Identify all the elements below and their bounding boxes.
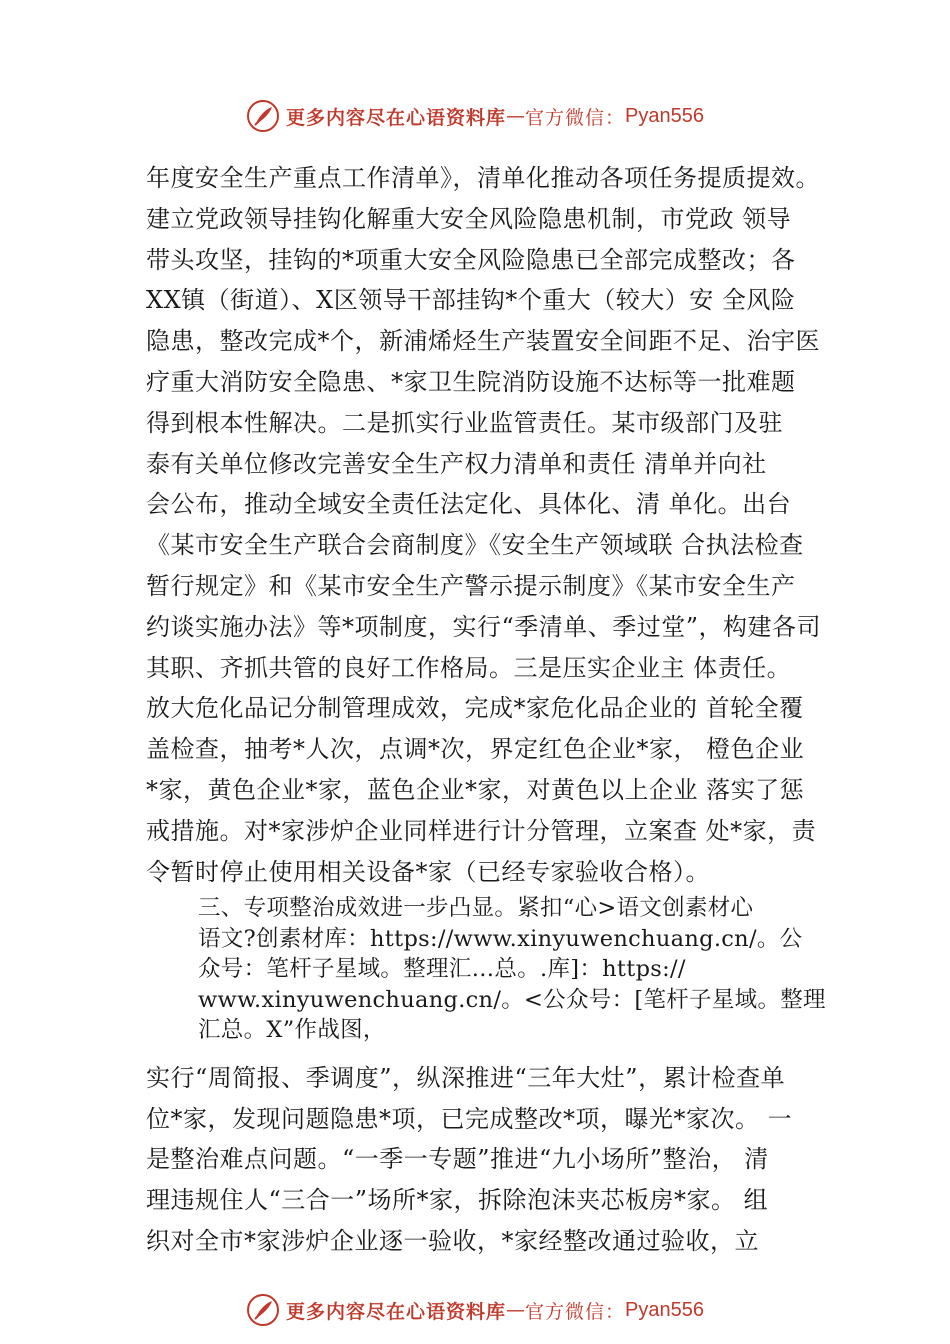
text-line: 盖检查，抽考*人次，点调*次，界定红色企业*家， 橙色企业 [146,735,805,764]
footer-banner [0,1290,950,1330]
text-line: 带头攻坚，挂钩的*项重大安全风险隐患已全部完成整改；各 [146,245,796,274]
quill-logo-icon [246,99,280,133]
header-wechat-id: Pyan556 [625,104,704,127]
text-line: XX镇（街道）、X区领导干部挂钩*个重大（较大）安 全风险 [146,286,796,315]
text-line: 汇总。X”作战图， [198,1017,386,1044]
text-line: 泰有关单位修改完善安全生产权力清单和责任 清单并向社 [146,449,767,478]
text-line: 会公布，推动全域安全责任法定化、具体化、清 单化。出台 [146,490,792,519]
text-line: 位*家，发现问题隐患*项，已完成整改*项，曝光*家次。 一 [146,1104,793,1133]
text-line: 隐患，整改完成*个，新浦烯烃生产装置安全间距不足、治宇医 [146,327,820,356]
text-line: 理违规住人“三合一”场所*家，拆除泡沫夹芯板房*家。 组 [146,1186,769,1215]
text-line: 语文?创素材库：https://www.xinyuwenchuang.cn/。公 [198,925,803,952]
header-banner [0,96,950,136]
document-body [146,158,846,1262]
header-separator: — [506,105,526,127]
paragraph-2 [146,893,846,1046]
text-line: 是整治难点问题。“一季一专题”推进“九小场所”整治， 清 [146,1145,769,1174]
text-line: 得到根本性解决。二是抓实行业监管责任。某市级部门及驻 [146,408,783,437]
text-line: 放大危化品记分制管理成效，完成*家危化品企业的 首轮全覆 [146,694,804,723]
footer-wechat-label: 官方微信： [525,1300,626,1323]
text-line: 众号：笔杆子星域。整理汇…总。.库]：https:// [198,956,686,983]
footer-separator: — [506,1299,526,1321]
text-line: 戒措施。对*家涉炉企业同样进行计分管理，立案查 处*家，责 [146,816,817,845]
text-line: 《某市安全生产联合会商制度》《安全生产领域联 合执法检查 [146,531,804,560]
header-brand-text: 更多内容尽在心语资料库 [286,106,507,129]
text-line: 约谈实施办法》等*项制度，实行“季清单、季过堂”，构建各司 [146,612,822,641]
text-line: 织对全市*家涉炉企业逐一验收，*家经整改通过验收，立 [146,1227,759,1256]
footer-wechat-id: Pyan556 [625,1298,704,1321]
text-line: www.xinyuwenchuang.cn/。<公众号：[笔杆子星域。整理 [198,986,826,1013]
paragraph-1 [146,158,846,892]
text-line: 疗重大消防安全隐患、*家卫生院消防设施不达标等一批难题 [146,367,796,396]
footer-brand-text: 更多内容尽在心语资料库 [286,1300,507,1323]
text-line: 其职、齐抓共管的良好工作格局。三是压实企业主 体责任。 [146,653,792,682]
text-line: 三、专项整治成效进一步凸显。紧扣“心>语文创素材心 [198,895,754,922]
text-line: 暂行规定》和《某市安全生产警示提示制度》《某市安全生产 [146,571,796,600]
text-line: 令暂时停止使用相关设备*家（已经专家验收合格）。 [146,857,710,886]
text-line: 建立党政领导挂钩化解重大安全风险隐患机制，市党政 领导 [146,204,792,233]
quill-logo-icon [246,1293,280,1327]
text-line: 实行“周简报、季调度”，纵深推进“三年大灶”，累计检查单 [146,1063,786,1092]
text-line: *家，黄色企业*家，蓝色企业*家，对黄色以上企业 落实了惩 [146,775,805,804]
paragraph-3 [146,1058,846,1262]
header-wechat-label: 官方微信： [525,106,626,129]
text-line: 年度安全生产重点工作清单》，清单化推动各项任务提质提效。 [146,164,820,192]
